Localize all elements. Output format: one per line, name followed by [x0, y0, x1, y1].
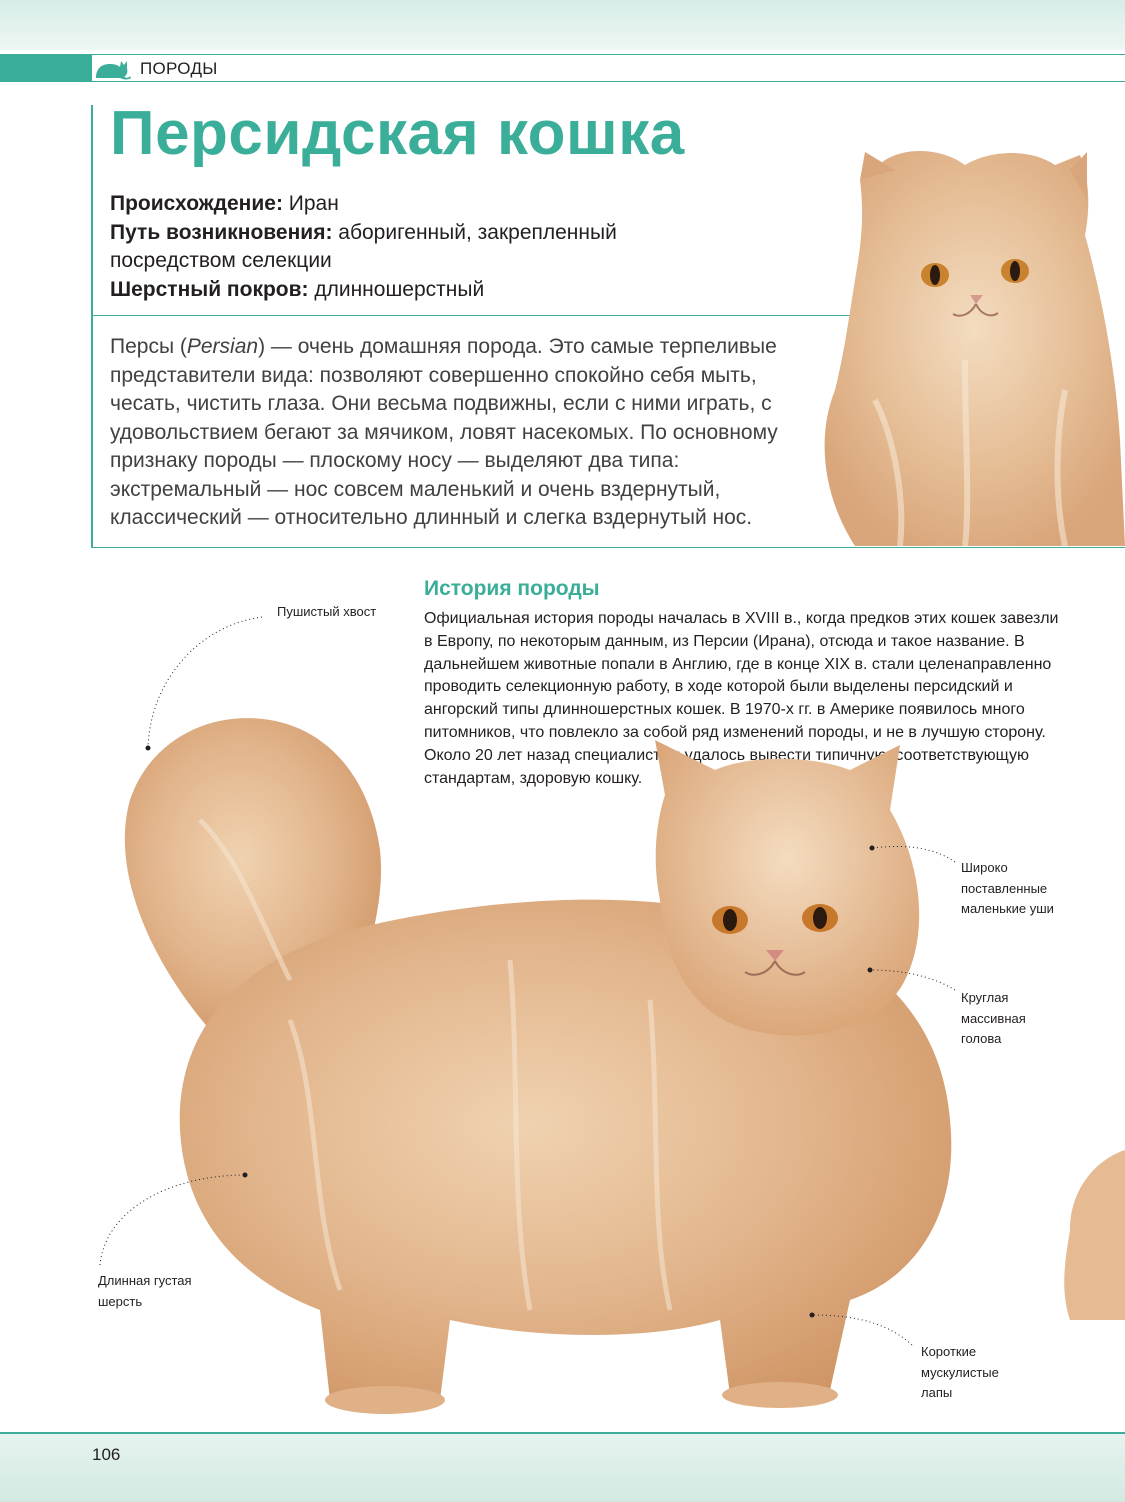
callout-coat-line: шерсть — [98, 1293, 143, 1309]
callout-paws-line: мускулистые — [921, 1364, 999, 1380]
callout-head-line: голова — [961, 1031, 1002, 1046]
callout-ears-line: поставленные — [961, 880, 1048, 896]
coat-label: Шерстный покров: — [110, 277, 309, 301]
callout-ears — [961, 858, 1054, 920]
history-title: История породы — [424, 577, 600, 600]
callout-head — [961, 988, 1026, 1050]
coat-value: длинношерстный — [308, 277, 485, 301]
callout-tail — [277, 602, 376, 623]
intro-persian: Persian — [186, 335, 259, 358]
callout-ears-line: Широко — [961, 860, 1008, 875]
callout-tail-text: Пушистый хвост — [277, 604, 377, 619]
callout-head-line: Круглая — [961, 990, 1009, 1005]
origin-label: Происхождение: — [110, 192, 283, 215]
callout-coat-line: Длинная густая — [98, 1273, 192, 1288]
page-title: Персидская кошка — [110, 99, 685, 168]
footer-band — [0, 1432, 1125, 1502]
callout-paws-line: лапы — [921, 1385, 953, 1400]
origin-value: Иран — [282, 192, 339, 215]
intro-text-start: Персы ( — [110, 335, 187, 358]
callout-ears-line: маленькие уши — [961, 901, 1054, 916]
callout-head-line: массивная — [961, 1010, 1026, 1026]
history-text: Официальная история породы началась в XVIII в., когда предков этих кошек завезли в Европу, по некоторым данным, из Персии (Ирана), отсюда и такое название. В дальнейшем животные попали в Англию, где в конце XIX в. стали целенаправленно проводить селекционную работу, в ходе которой были выделены персидский и ангорский типы длинношерстных кошек. В 1970-х гг. в Америке появилось много питомников, что повлекло за собой ряд изменений породы, и не в лучшую сторону. Около 20 лет назад специалистам удалось вывести типичную, соответствующую стандартам, здоровую кошку. — [424, 610, 1059, 787]
callout-paws-line: Короткие — [921, 1344, 977, 1359]
intro-text-rest: ) — очень домашняя порода. Это самые терпеливые представители вида: позволяют совершенно спокойно себя мыть, чесать, чистить глаза. Они весьма подвижны, если с ними играть, с удовольствием бегают за мячиком, ловят насекомых. По основному признаку породы — плоскому носу — выделяют два типа: экстремальный — нос совсем маленький и очень вздернутый, классический — относительно длинный и слегка вздернутый нос. — [110, 335, 778, 529]
path-value: аборигенный, закрепленный посредством селекции — [110, 220, 617, 272]
callout-paws — [921, 1342, 999, 1404]
callout-coat — [98, 1271, 192, 1312]
section-label: ПОРОДЫ — [140, 59, 218, 78]
path-label: Путь возникновения: — [110, 220, 333, 244]
page-number: 106 — [92, 1445, 121, 1464]
